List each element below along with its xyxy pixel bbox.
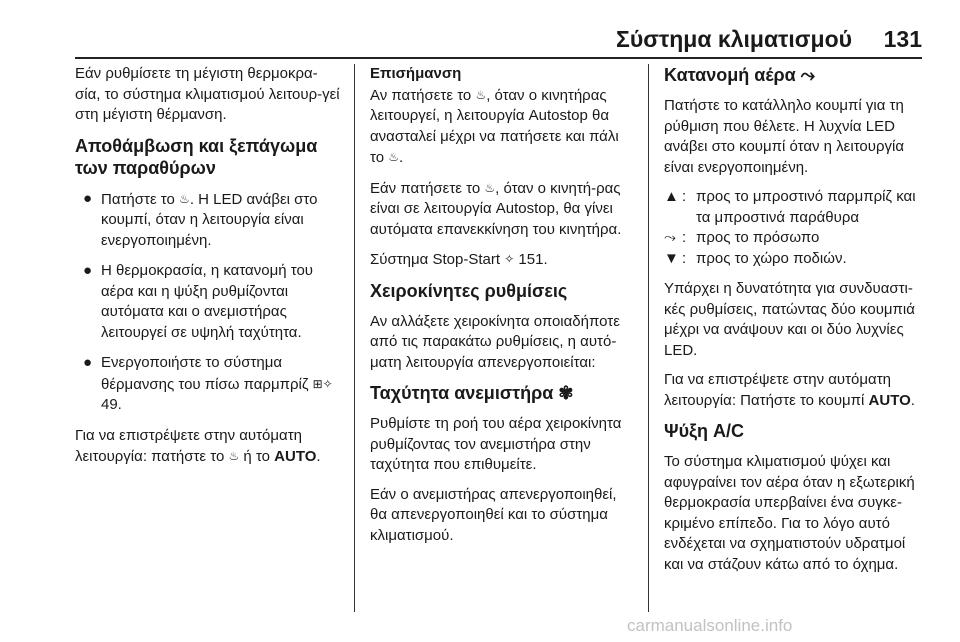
column-3 bbox=[664, 64, 926, 584]
return-auto-paragraph: Για να επιστρέψετε στην αυτόματη λειτουργία: πατήστε το ♨ ή το AUTO. bbox=[75, 426, 321, 465]
bullet-icon: ● bbox=[83, 189, 93, 207]
list-item: ▼ : προς το χώρο ποδιών. bbox=[664, 249, 926, 270]
defrost-max-icon: ♨ bbox=[228, 449, 240, 463]
ac-cooling-heading: Ψύξη A/C bbox=[664, 421, 745, 441]
fan-speed-heading: Ταχύτητα ανεμιστήρα ✾ bbox=[370, 383, 574, 403]
header-rule bbox=[75, 57, 922, 59]
fan-off-paragraph: Εάν ο ανεμιστήρας απενεργοποιηθεί, θα απενεργοποιηθεί και το σύστημα κλιματισμού. bbox=[370, 485, 617, 544]
ac-cooling-paragraph: Το σύστημα κλιματισμού ψύχει και αφυγραίνει τον αέρα όταν η εξωτερική θερμοκρασία υπερβαίνει ένα συγκε-κριμένο επίπεδο. Για το λόγο αυτό ενδέχεται να σχηματιστούν υδρατμοί και να στάζουν κάτω από το όχημα. bbox=[664, 453, 915, 573]
arrow-up-icon: ▲ bbox=[664, 188, 679, 205]
bullet-icon: ● bbox=[83, 354, 93, 371]
list-item: ● Η θερμοκρασία, η κατανομή του αέρα και η ψύξη ρυθμίζονται αυτόματα και ο ανεμιστήρας λειτουργεί σε υψηλή ταχύτητα. bbox=[83, 262, 313, 341]
page-reference-icon: ✧ bbox=[504, 252, 515, 266]
defrost-max-icon: ♨ bbox=[475, 87, 487, 102]
stop-start-reference: Σύστημα Stop-Start ✧ 151. bbox=[370, 251, 548, 268]
defrost-max-icon: ♨ bbox=[179, 191, 190, 206]
air-distribution-paragraph: Πατήστε το κατάλληλο κουμπί για τη ρύθμιση που θέλετε. Η λυχνία LED ανάβει στο κουμπί όταν η λειτουργία είναι ενεργοποιημένη. bbox=[664, 97, 904, 176]
defrost-max-icon: ♨ bbox=[388, 150, 399, 164]
defrost-heading: Αποθάμβωση και ξεπάγωμα των παραθύρων bbox=[75, 135, 318, 178]
watermark: carmanualsonline.info bbox=[627, 616, 793, 635]
list-item: ● Πατήστε το ♨. Η LED ανάβει στο κουμπί, όταν η λειτουργία είναι ενεργοποιημένη. bbox=[83, 189, 318, 249]
note-paragraph-2: Εάν πατήσετε το ♨, όταν ο κινητή-ρας είναι σε λειτουργία Autostop, θα γίνει αυτόματα επανεκκίνηση του κινητήρα. bbox=[370, 179, 622, 238]
vent-face-icon: ⤳ bbox=[664, 229, 677, 246]
fan-speed-paragraph: Ρυθμίστε τη ροή του αέρα χειροκίνητα ρυθμίζοντας τον ανεμιστήρα στην ταχύτητα που επιθυμείτε. bbox=[370, 415, 622, 473]
list-item: ▲ : προς το μπροστινό παρμπρίζ και τα μπροστινά παράθυρα bbox=[664, 187, 926, 228]
list-item: ⤳ : προς το πρόσωπο bbox=[664, 228, 926, 249]
rear-window-heat-icon: ⊞ bbox=[312, 376, 323, 391]
list-item: ● Ενεργοποιήστε το σύστημα θέρμανσης του πίσω παρμπρίζ ⊞✧ 49. bbox=[83, 354, 333, 413]
column-divider-2 bbox=[648, 64, 649, 612]
fan-icon: ✾ bbox=[558, 383, 574, 403]
combined-settings-paragraph: Υπάρχει η δυνατότητα για συνδυαστι-κές ρυθμίσεις, πατώντας δύο κουμπιά μέχρι να ανάψουν και οι δύο λυχνίες LED. bbox=[664, 280, 915, 359]
note-block: Επισήμανση Αν πατήσετε το ♨, όταν ο κινητήρας λειτουργεί, η λειτουργία Autostop θα ανασταλεί μέχρι να πατήσετε και πάλι το ♨. bbox=[370, 64, 632, 169]
vent-face-icon: ⤳ bbox=[800, 65, 816, 85]
air-distribution-heading: Κατανομή αέρα ⤳ bbox=[664, 65, 816, 85]
page-reference-icon: ✧ bbox=[322, 376, 333, 391]
bullet-icon: ● bbox=[83, 262, 93, 279]
max-heat-paragraph: Εάν ρυθμίσετε τη μέγιστη θερμοκρα-σία, το σύστημα κλιματισμού λειτουρ-γεί στη μέγιστη θέρμανση. bbox=[75, 65, 340, 123]
arrow-down-icon: ▼ bbox=[664, 249, 679, 267]
note-title: Επισήμανση bbox=[370, 65, 462, 82]
defrost-max-icon: ♨ bbox=[484, 180, 496, 195]
column-2 bbox=[370, 64, 632, 555]
column-1 bbox=[75, 64, 343, 477]
page-number: 131 bbox=[883, 26, 922, 52]
manual-settings-paragraph: Αν αλλάξετε χειροκίνητα οποιαδήποτε από τις παρακάτω ρυθμίσεις, η αυτό-ματη λειτουργία απενεργοποιείται: bbox=[370, 312, 620, 371]
column-divider-1 bbox=[354, 64, 355, 612]
manual-settings-heading: Χειροκίνητες ρυθμίσεις bbox=[370, 280, 568, 301]
page-header-title: Σύστημα κλιματισμού bbox=[616, 26, 852, 52]
return-auto-paragraph: Για να επιστρέψετε στην αυτόματη λειτουργία: Πατήστε το κουμπί AUTO. bbox=[664, 371, 915, 409]
